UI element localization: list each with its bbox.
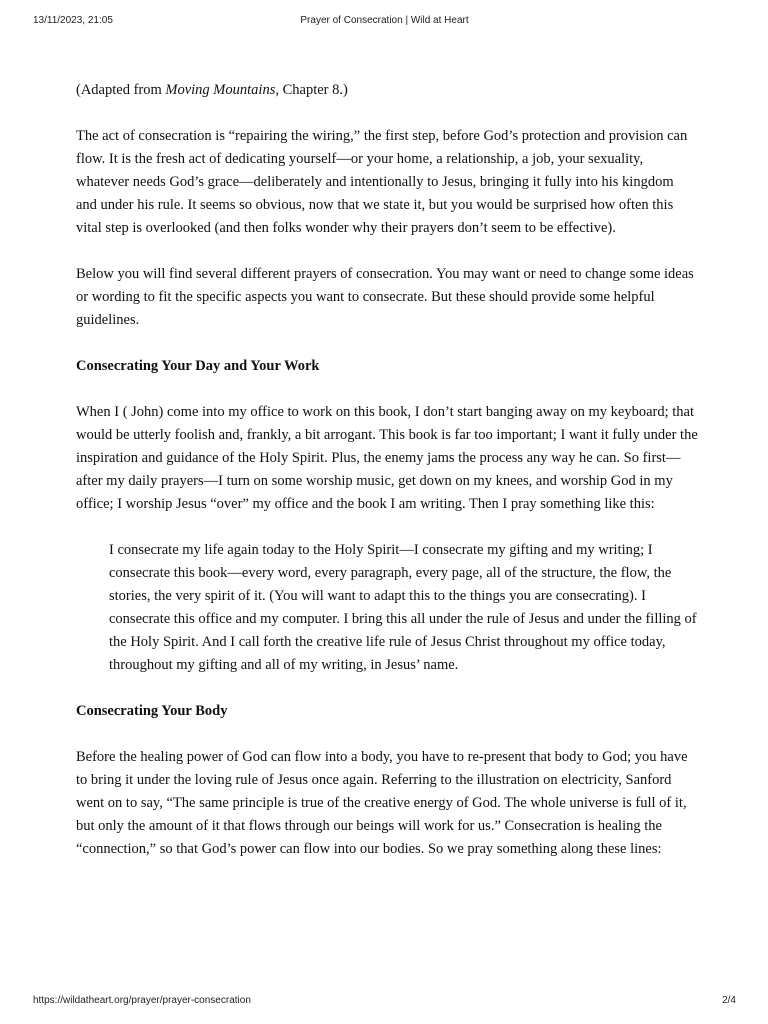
source-prefix: (Adapted from bbox=[76, 82, 166, 98]
section-day-work-paragraph: When I ( John) come into my office to work on this book, I don’t start banging away on my keyboard; that would be utterly foolish and, frankly, a bit arrogant. This book is far too important; I want it fully under the inspiration and guidance of the Holy Spirit. Plus, the enemy jams the process any way he can. So first—after my daily prayers—I turn on some worship music, get down on my knees, and worship God in my office; I worship Jesus “over” my office and the book I am writing. Then I pray something like this: bbox=[76, 404, 698, 512]
print-page-number: 2/4 bbox=[722, 995, 736, 1006]
intro-paragraph-2: Below you will find several different prayers of consecration. You may want or need to change some ideas or wording to fit the specific aspects you want to consecrate. But these should provide some helpful guidelines. bbox=[76, 266, 694, 328]
section-heading-body: Consecrating Your Body bbox=[76, 703, 228, 719]
prayer-blockquote-day-work: I consecrate my life again today to the Holy Spirit—I consecrate my gifting and my writing; I consecrate this book—every word, every paragraph, every page, all of the structure, the flow, the stories, the very spirit of it. (You will want to adapt this to the things you are consecrating). I consecrate this office and my computer. I bring this all under the rule of Jesus and under the filling of the Holy Spirit. And I call forth the creative life rule of Jesus Christ throughout my office today, throughout my gifting and all of my writing, in Jesus’ name. bbox=[109, 542, 697, 673]
source-citation bbox=[76, 79, 698, 102]
article-body bbox=[76, 79, 698, 884]
section-body-paragraph: Before the healing power of God can flow into a body, you have to re-present that body to God; you have to bring it under the loving rule of Jesus once again. Referring to the illustration on electricity, Sanford went on to say, “The same principle is true of the creative energy of God. The whole universe is full of it, but only the amount of it that flows through our beings will work for us.” Consecration is healing the “connection,” so that God’s power can flow into our bodies. So we pray something along these lines: bbox=[76, 749, 688, 857]
print-page-title: Prayer of Consecration | Wild at Heart bbox=[300, 15, 469, 26]
print-footer bbox=[33, 994, 736, 1008]
source-suffix: , Chapter 8.) bbox=[275, 82, 348, 98]
source-book-title: Moving Mountains bbox=[165, 82, 276, 98]
print-header bbox=[33, 14, 736, 28]
section-heading-day-work: Consecrating Your Day and Your Work bbox=[76, 358, 320, 374]
intro-paragraph-1: The act of consecration is “repairing the wiring,” the first step, before God’s protection and provision can flow. It is the fresh act of dedicating yourself—or your home, a relationship, a job, your sexuality, whatever needs God’s grace—deliberately and intentionally to Jesus, bringing it fully into his kingdom and under his rule. It seems so obvious, now that we state it, but you would be surprised how often this vital step is overlooked (and then folks wonder why their prayers don’t seem to be effective). bbox=[76, 128, 688, 236]
print-datetime: 13/11/2023, 21:05 bbox=[33, 15, 113, 26]
print-url: https://wildatheart.org/prayer/prayer-consecration bbox=[33, 995, 251, 1006]
